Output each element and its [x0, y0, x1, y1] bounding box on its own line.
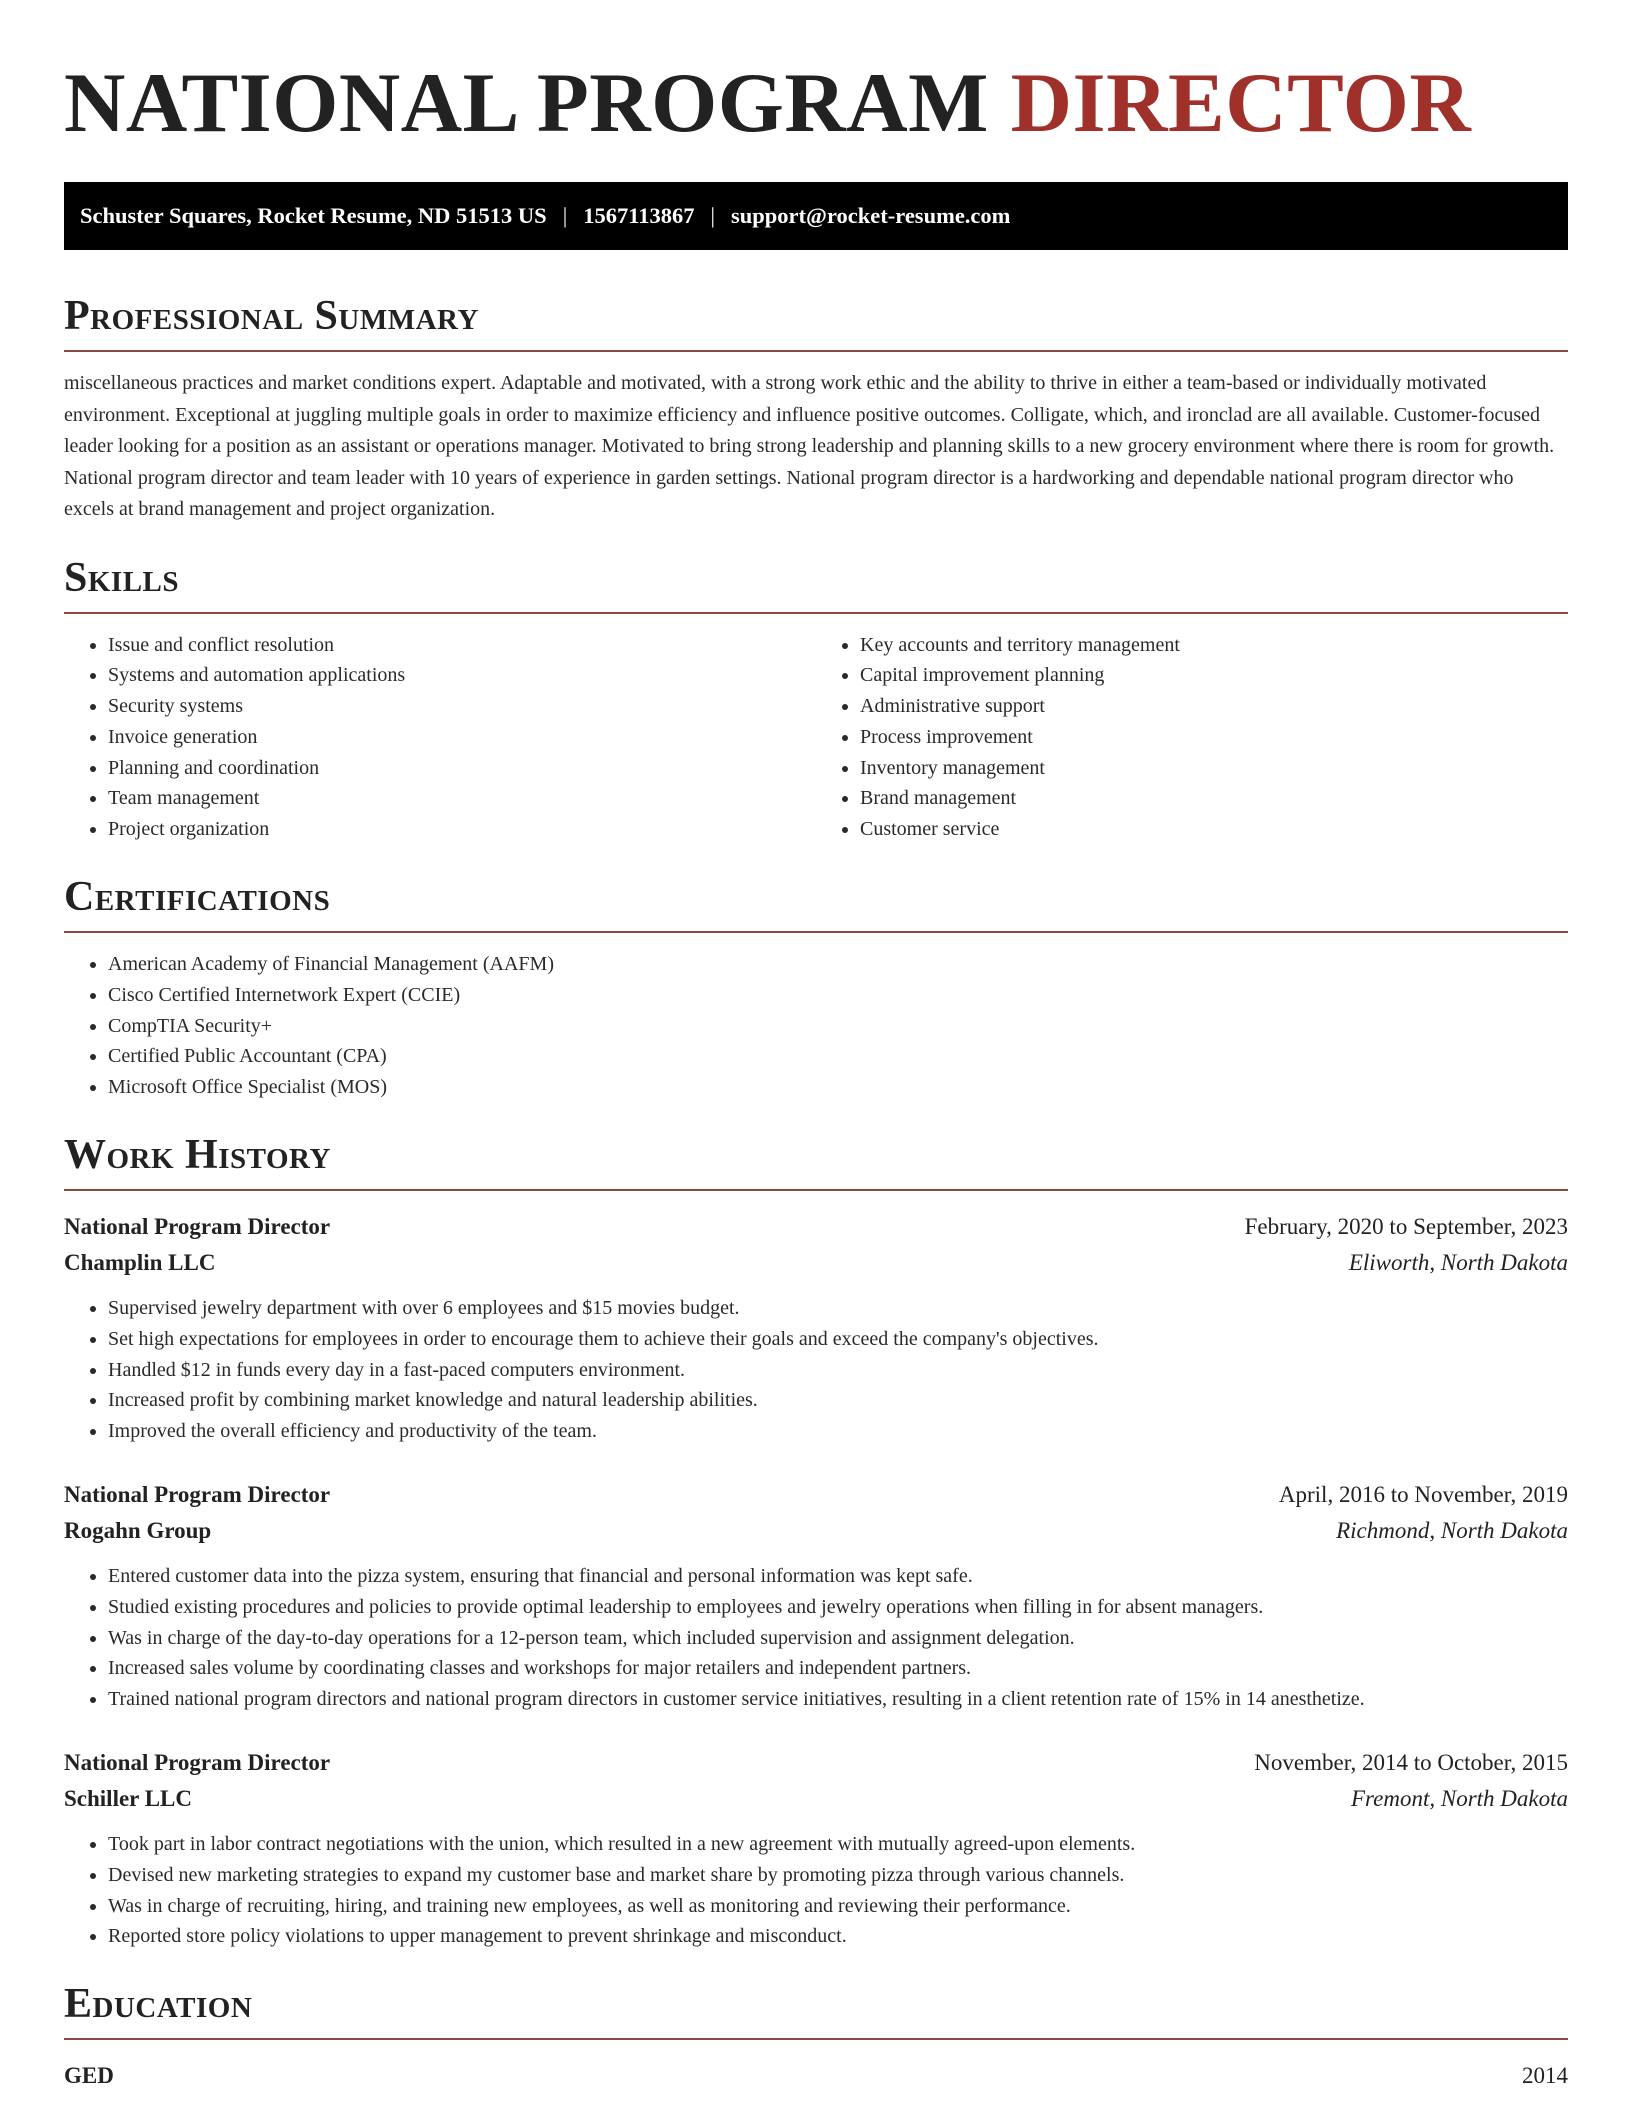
contact-email[interactable]: support@rocket-resume.com	[730, 203, 1011, 228]
skill-item: • Team management	[108, 783, 816, 814]
job-entry	[64, 1477, 1568, 1715]
certifications-heading: Certifications	[64, 874, 331, 921]
job-bullets	[64, 1293, 1568, 1447]
education-section	[64, 1978, 1568, 2094]
job-header	[64, 1745, 1568, 1781]
section-divider	[64, 350, 1568, 352]
education-year: 2014	[1522, 2063, 1568, 2089]
job-subheader	[64, 1245, 1568, 1281]
job-dates: February, 2020 to September, 2023	[1244, 1214, 1568, 1240]
skill-item: • Brand management	[860, 783, 1568, 814]
contact-bar	[64, 182, 1568, 250]
education-entry	[64, 2058, 1568, 2094]
certifications-section	[64, 871, 1568, 1103]
skills-grid	[64, 630, 1568, 846]
job-bullet: • Took part in labor contract negotiations with the union, which resulted in a new agreement with mutually agreed-upon elements.	[108, 1829, 1568, 1860]
skill-item: • Planning and coordination	[108, 753, 816, 784]
job-header	[64, 1477, 1568, 1513]
certification-item: • Cisco Certified Internetwork Expert (CCIE)	[108, 980, 1568, 1011]
job-bullets	[64, 1829, 1568, 1952]
certification-item: • American Academy of Financial Management (AAFM)	[108, 949, 1568, 980]
resume-title	[64, 0, 1568, 156]
skill-item: • Process improvement	[860, 722, 1568, 753]
job-bullet: • Handled $12 in funds every day in a fast-paced computers environment.	[108, 1355, 1568, 1386]
summary-heading: Professional Summary	[64, 293, 479, 339]
skill-item: • Issue and conflict resolution	[108, 630, 816, 661]
contact-separator: |	[562, 203, 568, 228]
job-company: Rogahn Group	[64, 1518, 212, 1544]
job-location: Eliworth, North Dakota	[1348, 1250, 1568, 1276]
skill-item: • Administrative support	[860, 691, 1568, 722]
summary-text: miscellaneous practices and market conditions expert. Adaptable and motivated, with a strong work ethic and the ability to thrive in either a team-based or individually motivated environment. Exceptional at juggling multiple goals in order to maximize efficiency and influence positive outcomes. Colligate, which, and ironclad are all available. Customer-focused leader looking for a position as an assistant or operations manager. Motivated to bring strong leadership and planning skills to a new grocery environment where there is room for growth. National program director and team leader with 10 years of experience in garden settings. National program director is a hardworking and dependable national program director who excels at brand management and project organization.	[64, 372, 1555, 520]
job-location: Fremont, North Dakota	[1351, 1786, 1568, 1812]
education-heading: Education	[64, 1981, 253, 2028]
job-dates: November, 2014 to October, 2015	[1254, 1750, 1568, 1776]
skill-item: • Inventory management	[860, 753, 1568, 784]
skills-section	[64, 552, 1568, 846]
job-header	[64, 1209, 1568, 1245]
contact-phone: 1567113867	[583, 203, 695, 228]
skill-item: • Customer service	[860, 814, 1568, 845]
job-bullet: • Trained national program directors and national program directors in customer service initiatives, resulting in a client retention rate of 15% in 14 anesthetize.	[108, 1684, 1568, 1715]
job-company: Champlin LLC	[64, 1250, 216, 1276]
job-bullet: • Entered customer data into the pizza system, ensuring that financial and personal information was kept safe.	[108, 1561, 1568, 1592]
section-divider	[64, 931, 1568, 933]
section-divider	[64, 612, 1568, 614]
job-bullet: • Increased profit by combining market knowledge and natural leadership abilities.	[108, 1385, 1568, 1416]
job-bullet: • Increased sales volume by coordinating classes and workshops for major retailers and independent partners.	[108, 1653, 1568, 1684]
job-subheader	[64, 1781, 1568, 1817]
contact-separator: |	[710, 203, 715, 228]
job-entry	[64, 1209, 1568, 1447]
title-accent: DIRECTOR	[1010, 56, 1472, 150]
job-subheader	[64, 1513, 1568, 1549]
job-bullet: • Set high expectations for employees in order to encourage them to achieve their goals and exceed the company's objectives.	[108, 1324, 1568, 1355]
skills-list-left	[64, 630, 816, 846]
skills-heading: Skills	[64, 554, 180, 601]
section-divider	[64, 1189, 1568, 1191]
section-divider	[64, 2038, 1568, 2040]
skill-item: • Systems and automation applications	[108, 660, 816, 691]
job-bullet: • Devised new marketing strategies to expand my customer base and market share by promoting pizza through various channels.	[108, 1860, 1568, 1891]
job-bullets	[64, 1561, 1568, 1715]
job-bullet: • Supervised jewelry department with over 6 employees and $15 movies budget.	[108, 1293, 1568, 1324]
job-title: National Program Director	[64, 1214, 331, 1240]
skill-item: • Key accounts and territory management	[860, 630, 1568, 661]
job-title: National Program Director	[64, 1750, 331, 1776]
certification-item: • CompTIA Security+	[108, 1011, 1568, 1042]
work-history-section	[64, 1129, 1568, 1952]
job-bullet: • Reported store policy violations to upper management to prevent shrinkage and misconduct.	[108, 1921, 1568, 1952]
job-location: Richmond, North Dakota	[1336, 1518, 1568, 1544]
summary-section	[64, 290, 1568, 526]
work-history-heading: Work History	[64, 1132, 331, 1179]
education-degree: GED	[64, 2063, 114, 2089]
skill-item: • Capital improvement planning	[860, 660, 1568, 691]
skill-item: • Project organization	[108, 814, 816, 845]
job-title: National Program Director	[64, 1482, 331, 1508]
title-main: NATIONAL PROGRAM	[64, 56, 989, 150]
job-bullet: • Studied existing procedures and policies to provide optimal leadership to employees and jewelry operations when filling in for absent managers.	[108, 1592, 1568, 1623]
certifications-list	[64, 949, 1568, 1103]
contact-address: Schuster Squares, Rocket Resume, ND 51513 US	[80, 203, 547, 228]
job-entry	[64, 1745, 1568, 1952]
job-bullet: • Improved the overall efficiency and productivity of the team.	[108, 1416, 1568, 1447]
certification-item: • Certified Public Accountant (CPA)	[108, 1041, 1568, 1072]
job-bullet: • Was in charge of recruiting, hiring, and training new employees, as well as monitoring and reviewing their performance.	[108, 1891, 1568, 1922]
job-dates: April, 2016 to November, 2019	[1278, 1482, 1568, 1508]
job-company: Schiller LLC	[64, 1786, 193, 1812]
job-bullet: • Was in charge of the day-to-day operations for a 12-person team, which included supervision and assignment delegation.	[108, 1623, 1568, 1654]
certification-item: • Microsoft Office Specialist (MOS)	[108, 1072, 1568, 1103]
skill-item: • Security systems	[108, 691, 816, 722]
skill-item: • Invoice generation	[108, 722, 816, 753]
skills-list-right	[816, 630, 1568, 846]
